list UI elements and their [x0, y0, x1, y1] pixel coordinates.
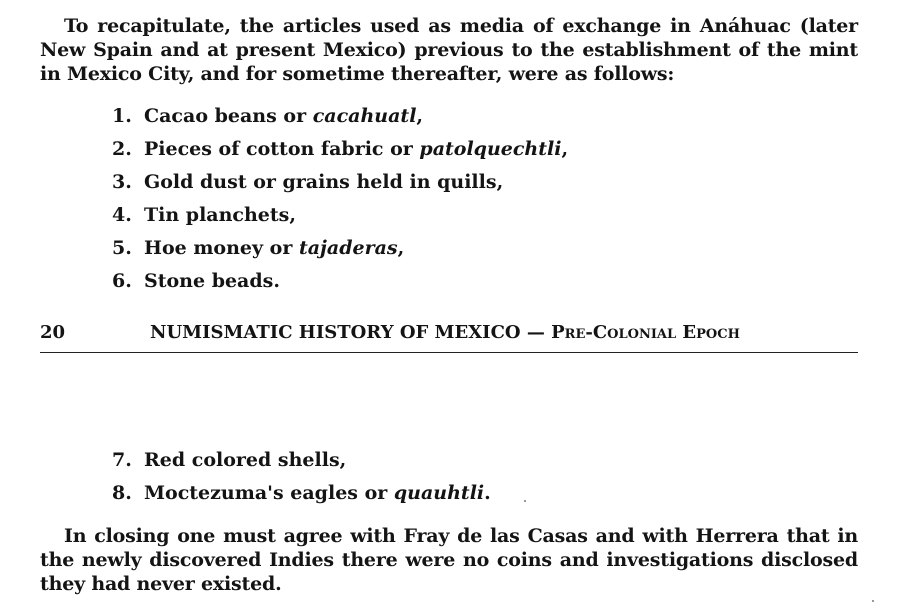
list-item-number: 7.	[112, 449, 132, 471]
header-rule	[40, 352, 858, 353]
list-item-number: 1.	[112, 105, 132, 127]
list-item-number: 8.	[112, 482, 132, 504]
list-item	[112, 232, 568, 265]
list-item	[112, 133, 568, 166]
list-item-tail: ,	[397, 237, 405, 259]
list-item-text: Hoe money or	[144, 237, 299, 259]
list-item-italic: quauhtli	[393, 482, 485, 504]
list-item-text: Stone beads.	[144, 270, 280, 292]
running-title-main: NUMISMATIC HISTORY OF MEXICO —	[150, 322, 552, 343]
list-item-tail: ,	[416, 105, 424, 127]
list-item-text: Tin planchets,	[144, 204, 296, 226]
print-speck	[524, 500, 526, 502]
list-item	[112, 265, 568, 298]
list-item-text: Moctezuma's eagles or	[144, 482, 394, 504]
list-item	[112, 100, 568, 133]
closing-text: In closing one must agree with Fray de las Casas and with Herrera that in the newly discovered Indies there were no coins and investigations disclosed they had never existed.	[40, 525, 858, 595]
exchange-media-list-first	[112, 100, 568, 298]
list-item-number: 3.	[112, 171, 132, 193]
list-item-tail: .	[484, 482, 491, 504]
closing-paragraph	[40, 524, 858, 596]
list-item-text: Pieces of cotton fabric or	[144, 138, 420, 160]
list-item-text: Cacao beans or	[144, 105, 313, 127]
list-item-number: 4.	[112, 204, 132, 226]
running-title-epoch: Pre-Colonial Epoch	[551, 322, 740, 343]
running-title	[150, 322, 740, 343]
running-head	[40, 320, 858, 348]
list-item-italic: patolquechtli	[419, 138, 562, 160]
list-item-italic: tajaderas	[298, 237, 398, 259]
list-item-italic: cacahuatl	[312, 105, 417, 127]
recapitulation-text: To recapitulate, the articles used as media of exchange in Anáhuac (later New Spain and at present Mexico) previous to the establishment of the mint in Mexico City, and for sometime thereafter, were as follows:	[40, 15, 858, 85]
list-item	[112, 444, 491, 477]
list-item-text: Red colored shells,	[144, 449, 347, 471]
page-number: 20	[40, 322, 66, 343]
list-item-number: 6.	[112, 270, 132, 292]
list-item-number: 5.	[112, 237, 132, 259]
list-item	[112, 477, 491, 510]
list-item-tail: ,	[561, 138, 569, 160]
list-item-text: Gold dust or grains held in quills,	[144, 171, 504, 193]
exchange-media-list-second	[112, 444, 491, 510]
print-speck	[872, 600, 874, 602]
list-item-number: 2.	[112, 138, 132, 160]
list-item	[112, 166, 568, 199]
list-item	[112, 199, 568, 232]
recapitulation-paragraph	[40, 14, 858, 86]
